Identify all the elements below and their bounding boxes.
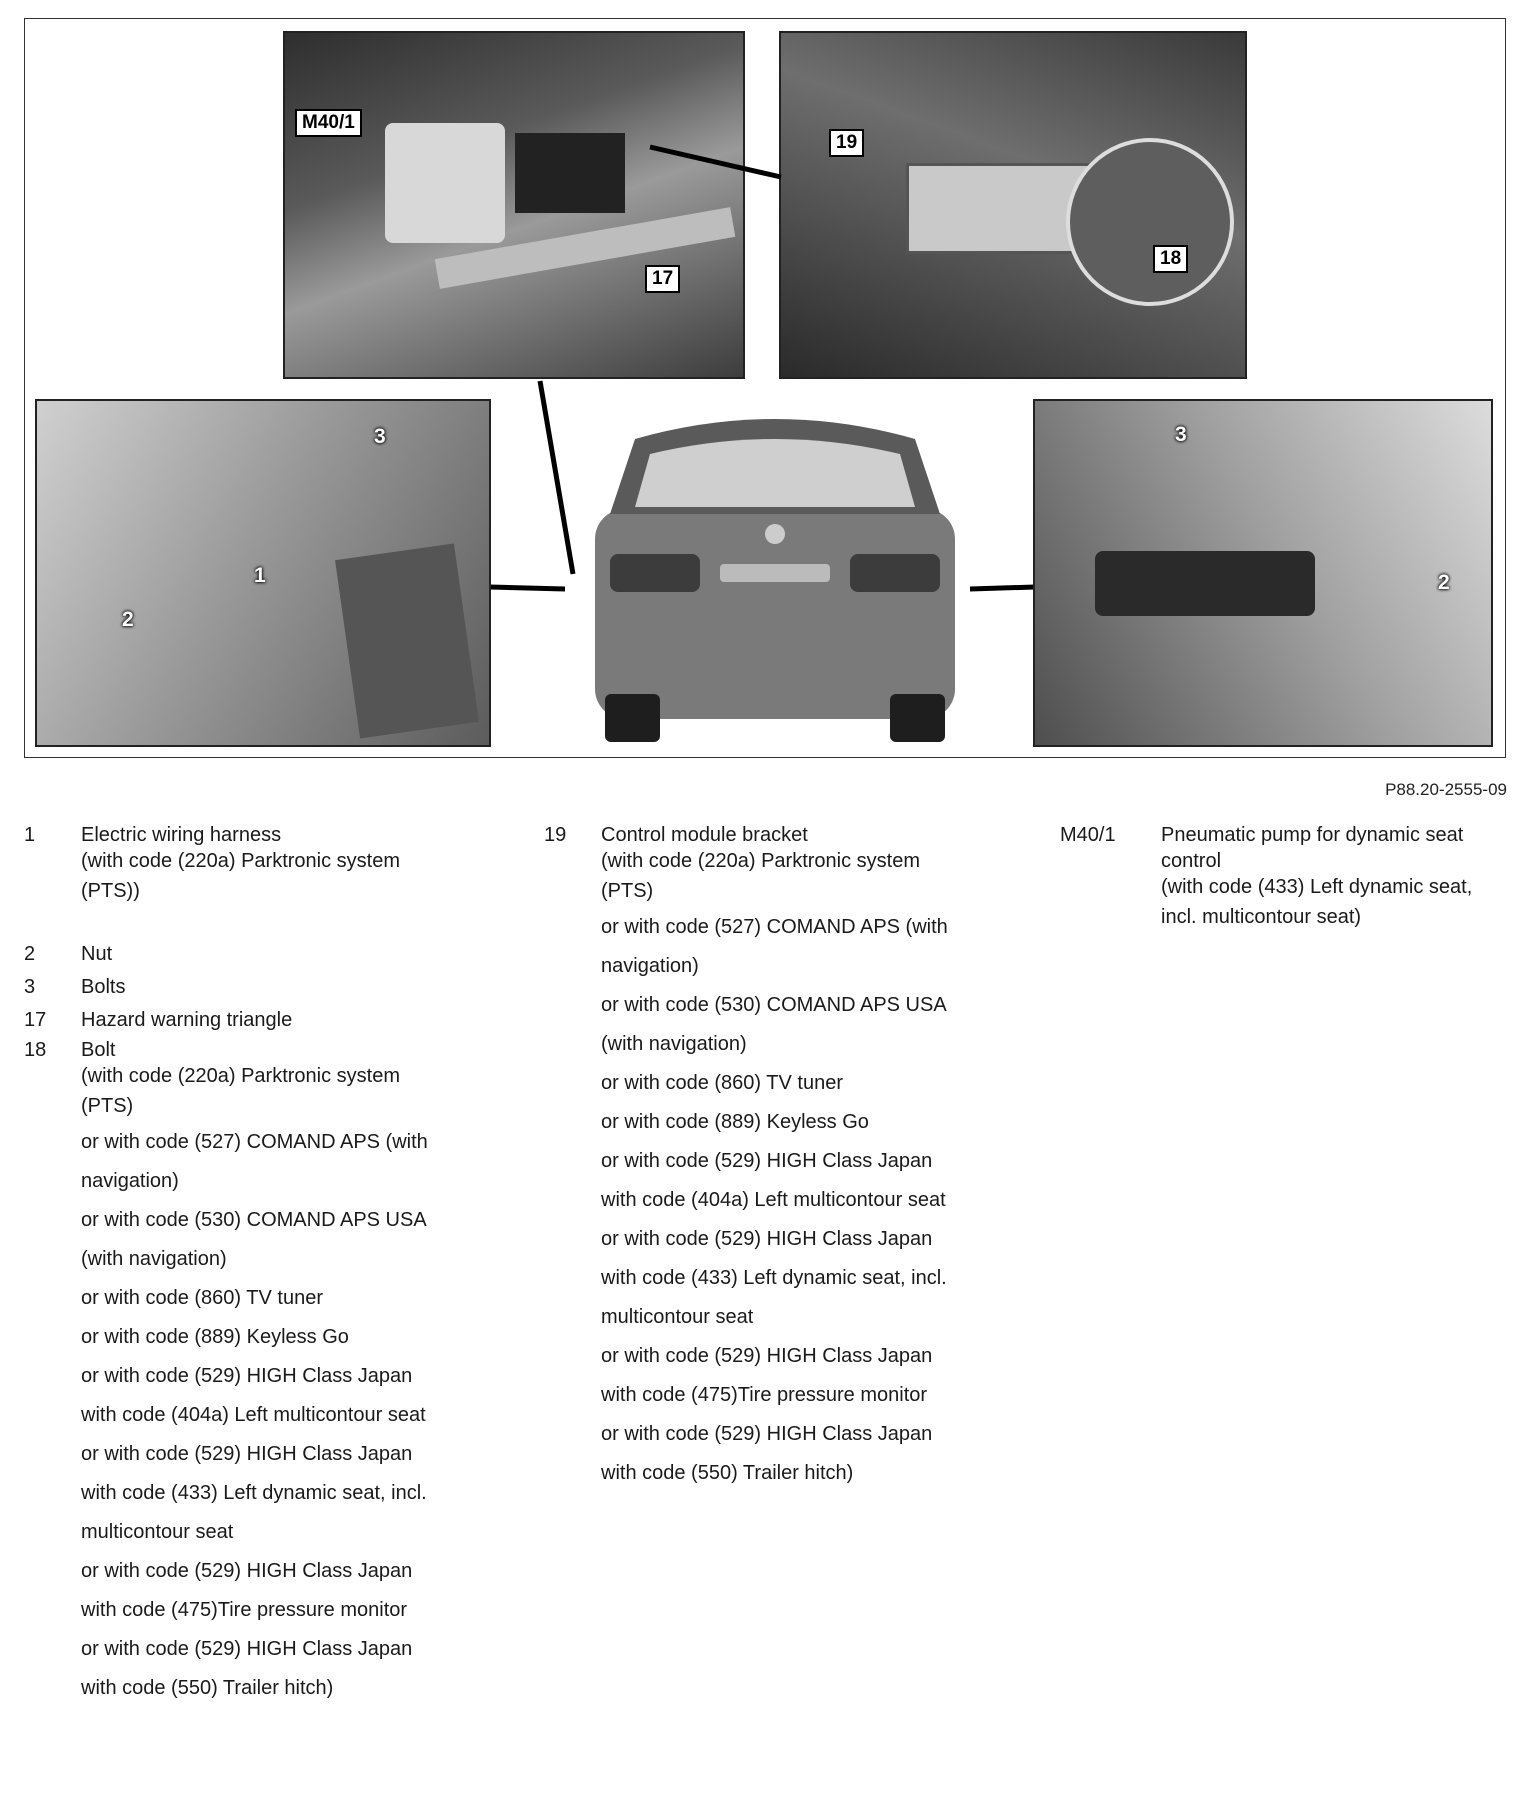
legend-line: (with navigation) xyxy=(81,1248,227,1270)
legend-title: Pneumatic pump for dynamic seat xyxy=(1161,824,1464,846)
legend-entry-18 xyxy=(24,1037,494,1708)
legend-number: 1 xyxy=(24,824,36,846)
legend-title: Hazard warning triangle xyxy=(81,1009,293,1031)
legend-entry-m40-1 xyxy=(1060,822,1510,934)
legend-line: (PTS) xyxy=(601,880,654,902)
legend-number: 17 xyxy=(24,1009,47,1031)
legend-line: with code (404a) Left multicontour seat xyxy=(601,1189,946,1211)
car-drawing xyxy=(565,399,985,747)
car-rear-image xyxy=(565,399,985,747)
legend-line: (PTS) xyxy=(81,1095,134,1117)
callout-2-right: 2 xyxy=(1438,571,1450,594)
figure-code: P88.20-2555-09 xyxy=(1385,780,1507,799)
legend-line: or with code (529) HIGH Class Japan xyxy=(601,1228,933,1250)
legend-line: (with code (220a) Parktronic system xyxy=(81,1065,401,1087)
legend-title: Bolt xyxy=(81,1039,116,1061)
legend-column-2 xyxy=(544,822,1014,1493)
legend-entry-2 xyxy=(24,941,494,974)
legend-line: (with code (220a) Parktronic system xyxy=(601,850,921,872)
legend-line: (with navigation) xyxy=(601,1033,747,1055)
legend-title: Nut xyxy=(81,943,113,965)
legend-line: with code (433) Left dynamic seat, incl. xyxy=(601,1267,947,1289)
callout-2-left: 2 xyxy=(122,608,134,631)
callout-3-right: 3 xyxy=(1175,423,1187,446)
callout-19: 19 xyxy=(829,129,864,157)
legend-number: 3 xyxy=(24,976,36,998)
legend-line: (with code (433) Left dynamic seat, xyxy=(1161,876,1473,898)
legend-line: incl. multicontour seat) xyxy=(1161,906,1362,928)
legend-line: with code (475)Tire pressure monitor xyxy=(81,1599,408,1621)
legend-line: or with code (860) TV tuner xyxy=(81,1287,323,1309)
vent-shape xyxy=(1095,551,1315,616)
photo-left-side-panel xyxy=(35,399,491,747)
callout-1: 1 xyxy=(254,564,266,587)
legend-line: with code (433) Left dynamic seat, incl. xyxy=(81,1482,427,1504)
legend-line: multicontour seat xyxy=(601,1306,754,1328)
legend-line: or with code (529) HIGH Class Japan xyxy=(81,1365,413,1387)
legend-line: multicontour seat xyxy=(81,1521,234,1543)
legend-line: or with code (529) HIGH Class Japan xyxy=(81,1638,413,1660)
legend-line: or with code (527) COMAND APS (with xyxy=(601,916,948,938)
legend-line: (with code (220a) Parktronic system xyxy=(81,850,401,872)
legend-line: or with code (529) HIGH Class Japan xyxy=(601,1345,933,1367)
figure-frame xyxy=(24,18,1506,758)
legend-line: (PTS)) xyxy=(81,880,140,902)
legend-title: Control module bracket xyxy=(601,824,808,846)
legend-line: navigation) xyxy=(601,955,699,977)
legend-number: 19 xyxy=(544,824,567,846)
legend-line: navigation) xyxy=(81,1170,179,1192)
bracket-shape xyxy=(335,544,479,739)
legend-line: or with code (529) HIGH Class Japan xyxy=(81,1560,413,1582)
legend-line: or with code (529) HIGH Class Japan xyxy=(601,1150,933,1172)
legend-line: with code (550) Trailer hitch) xyxy=(81,1677,334,1699)
legend-line: or with code (530) COMAND APS USA xyxy=(601,994,947,1016)
legend-line: or with code (530) COMAND APS USA xyxy=(81,1209,427,1231)
legend-line: or with code (527) COMAND APS (with xyxy=(81,1131,428,1153)
legend-line: or with code (889) Keyless Go xyxy=(81,1326,349,1348)
callout-18: 18 xyxy=(1153,245,1188,273)
photo-right-side-panel xyxy=(1033,399,1493,747)
legend-line: or with code (889) Keyless Go xyxy=(601,1111,869,1133)
legend-line: or with code (529) HIGH Class Japan xyxy=(81,1443,413,1465)
legend-number: M40/1 xyxy=(1060,824,1116,846)
legend-column-3 xyxy=(1060,822,1510,934)
legend-number: 18 xyxy=(24,1039,47,1061)
callout-17: 17 xyxy=(645,265,680,293)
legend-entry-19 xyxy=(544,822,1014,1493)
legend-line: or with code (529) HIGH Class Japan xyxy=(601,1423,933,1445)
legend-column-1 xyxy=(24,822,494,1708)
legend-line: with code (550) Trailer hitch) xyxy=(601,1462,854,1484)
legend-title: Electric wiring harness xyxy=(81,824,282,846)
callout-m40-1: M40/1 xyxy=(295,109,362,137)
legend-title: Bolts xyxy=(81,976,126,998)
legend-line: or with code (860) TV tuner xyxy=(601,1072,843,1094)
legend-line: with code (475)Tire pressure monitor xyxy=(601,1384,928,1406)
legend-entry-1 xyxy=(24,822,494,941)
callout-3-left: 3 xyxy=(374,425,386,448)
legend-line: with code (404a) Left multicontour seat xyxy=(81,1404,426,1426)
legend-number: 2 xyxy=(24,943,36,965)
legend-title-cont: control xyxy=(1161,850,1222,872)
legend-entry-3 xyxy=(24,974,494,1007)
legend-entry-17 xyxy=(24,1007,494,1037)
